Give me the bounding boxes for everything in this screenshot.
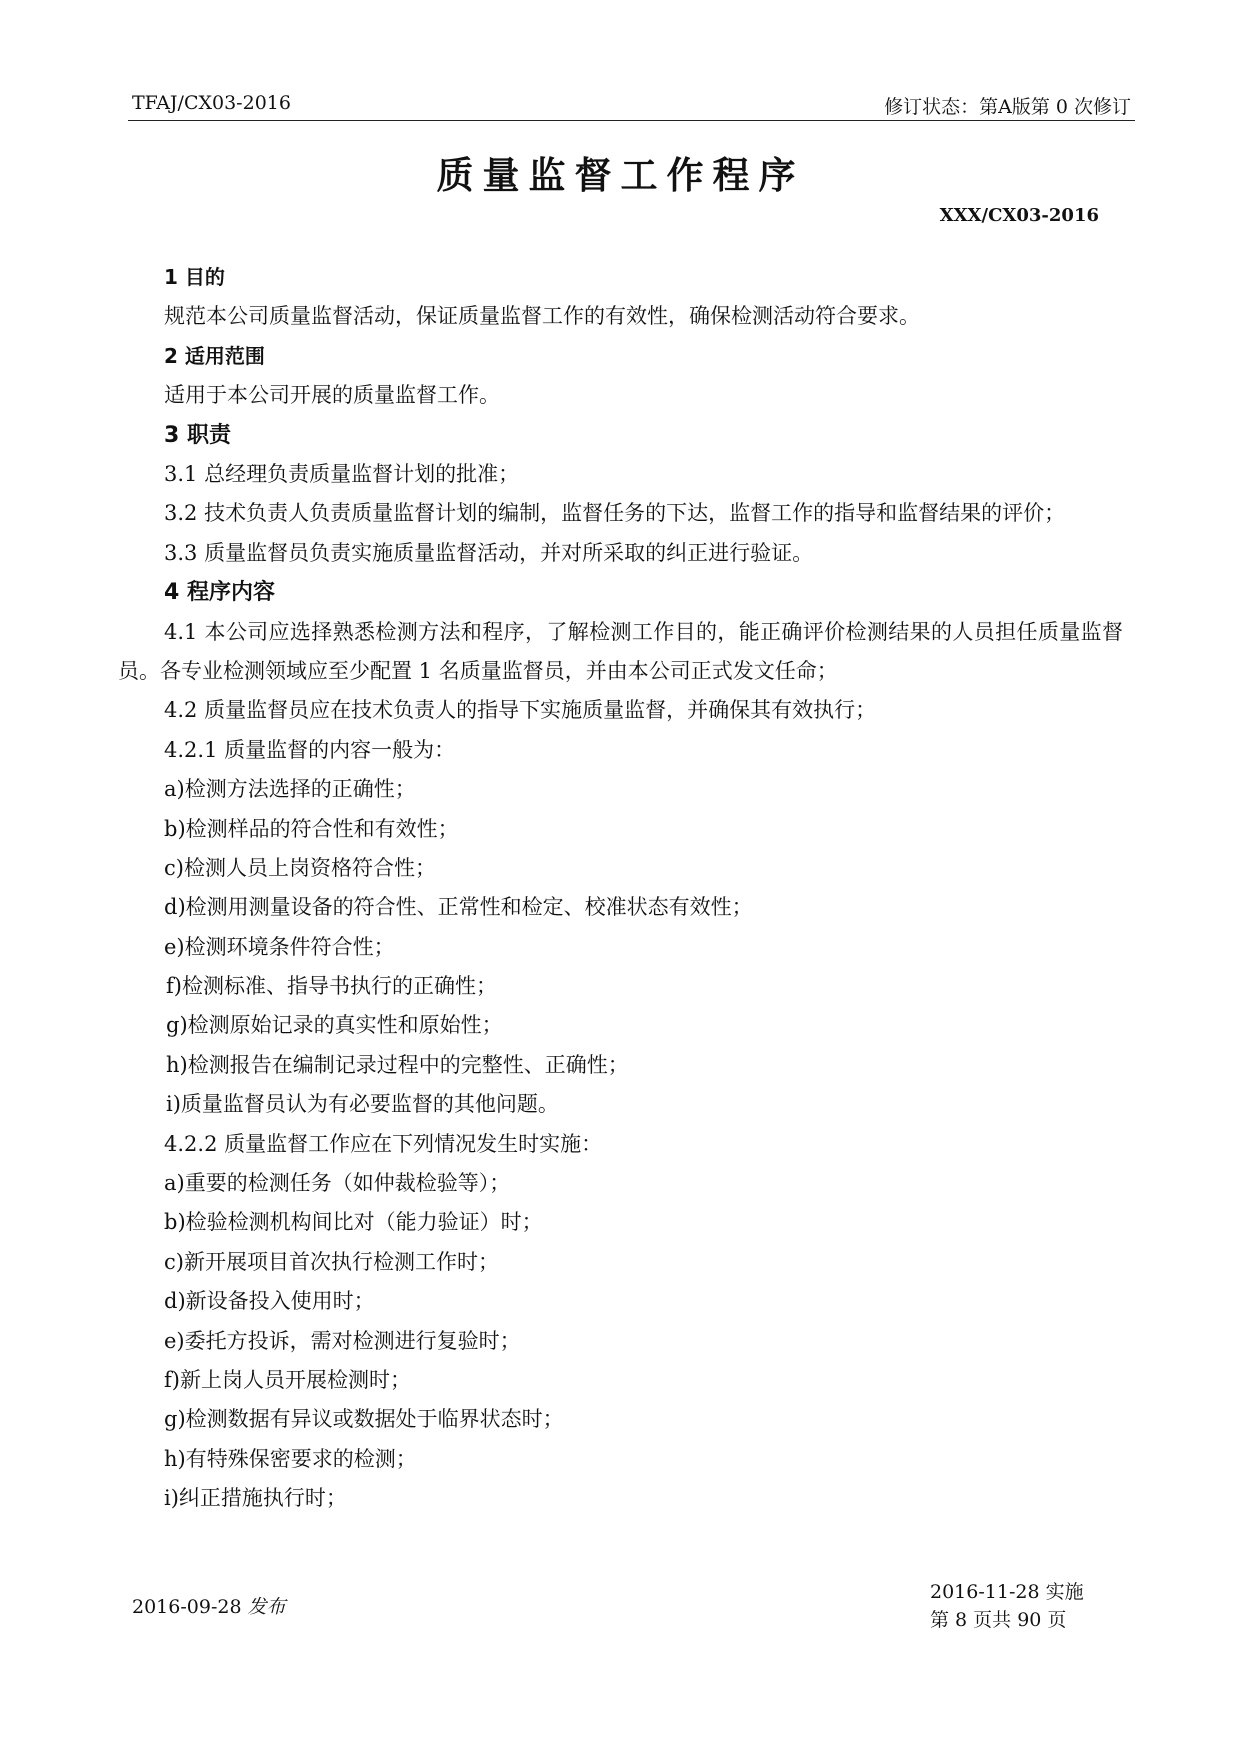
- list-item: h)检测报告在编制记录过程中的完整性、正确性；: [166, 1052, 629, 1077]
- list-item: c)新开展项目首次执行检测工作时；: [164, 1249, 499, 1274]
- list-item: e)检测环境条件符合性；: [164, 934, 395, 959]
- page-number: 第 8 页共 90 页: [930, 1609, 1067, 1631]
- section-3-heading: 3 职责: [164, 422, 231, 448]
- list-item: i)纠正措施执行时；: [164, 1486, 347, 1511]
- header-divider: [128, 120, 1135, 121]
- list-item: h)有特殊保密要求的检测；: [164, 1446, 417, 1471]
- header-revision: 修订状态：第A版第 0 次修订: [884, 96, 1131, 118]
- clause-4-2: 4.2 质量监督员应在技术负责人的指导下实施质量监督，并确保其有效执行；: [164, 698, 877, 723]
- clause-4-2-2: 4.2.2 质量监督工作应在下列情况发生时实施：: [164, 1131, 603, 1156]
- list-item: a)重要的检测任务（如仲裁检验等）；: [164, 1171, 511, 1196]
- section-4-heading: 4 程序内容: [164, 580, 275, 606]
- list-item: d)新设备投入使用时；: [164, 1289, 375, 1314]
- clause-3-2: 3.2 技术负责人负责质量监督计划的编制，监督任务的下达，监督工作的指导和监督结果的评价；: [164, 501, 1066, 526]
- section-2-text: 适用于本公司开展的质量监督工作。: [164, 383, 500, 408]
- clause-4-2-1: 4.2.1 质量监督的内容一般为：: [164, 737, 456, 762]
- list-item: i)质量监督员认为有必要监督的其他问题。: [166, 1092, 559, 1117]
- list-item: b)检验检测机构间比对（能力验证）时；: [164, 1210, 543, 1235]
- section-1-heading: 1 目的: [164, 265, 225, 289]
- document-code: XXX/CX03-2016: [939, 205, 1099, 226]
- list-item: d)检测用测量设备的符合性、正常性和检定、校准状态有效性；: [164, 895, 753, 920]
- clause-3-3: 3.3 质量监督员负责实施质量监督活动，并对所采取的纠正进行验证。: [164, 540, 814, 565]
- issue-label: 发布: [247, 1596, 286, 1618]
- list-item: g)检测数据有异议或数据处于临界状态时；: [164, 1407, 564, 1432]
- header-doc-id: TFAJ/CX03-2016: [132, 92, 291, 114]
- footer-right: [930, 1578, 1084, 1634]
- effective-date: 2016-11-28 实施: [930, 1581, 1084, 1603]
- list-item: e)委托方投诉，需对检测进行复验时；: [164, 1328, 521, 1353]
- document-body: [118, 258, 1123, 1519]
- section-1-text: 规范本公司质量监督活动，保证质量监督工作的有效性，确保检测活动符合要求。: [164, 304, 920, 329]
- list-item: f)新上岗人员开展检测时；: [164, 1367, 411, 1392]
- clause-4-1: 4.1 本公司应选择熟悉检测方法和程序，了解检测工作目的，能正确评价检测结果的人员担任质量监督员。各专业检测领域应至少配置 1 名质量监督员，并由本公司正式发文任命；: [118, 619, 1123, 683]
- issue-date: 2016-09-28: [132, 1596, 242, 1618]
- footer-issue: [132, 1592, 286, 1619]
- document-title: 质量监督工作程序: [436, 154, 805, 197]
- list-item: f)检测标准、指导书执行的正确性；: [166, 974, 497, 999]
- section-2-heading: 2 适用范围: [164, 343, 265, 368]
- list-item: c)检测人员上岗资格符合性；: [164, 855, 436, 880]
- list-item: a)检测方法选择的正确性；: [164, 777, 416, 802]
- list-item: b)检测样品的符合性和有效性；: [164, 816, 459, 841]
- clause-3-1: 3.1 总经理负责质量监督计划的批准；: [164, 461, 520, 486]
- list-item: g)检测原始记录的真实性和原始性；: [166, 1013, 503, 1038]
